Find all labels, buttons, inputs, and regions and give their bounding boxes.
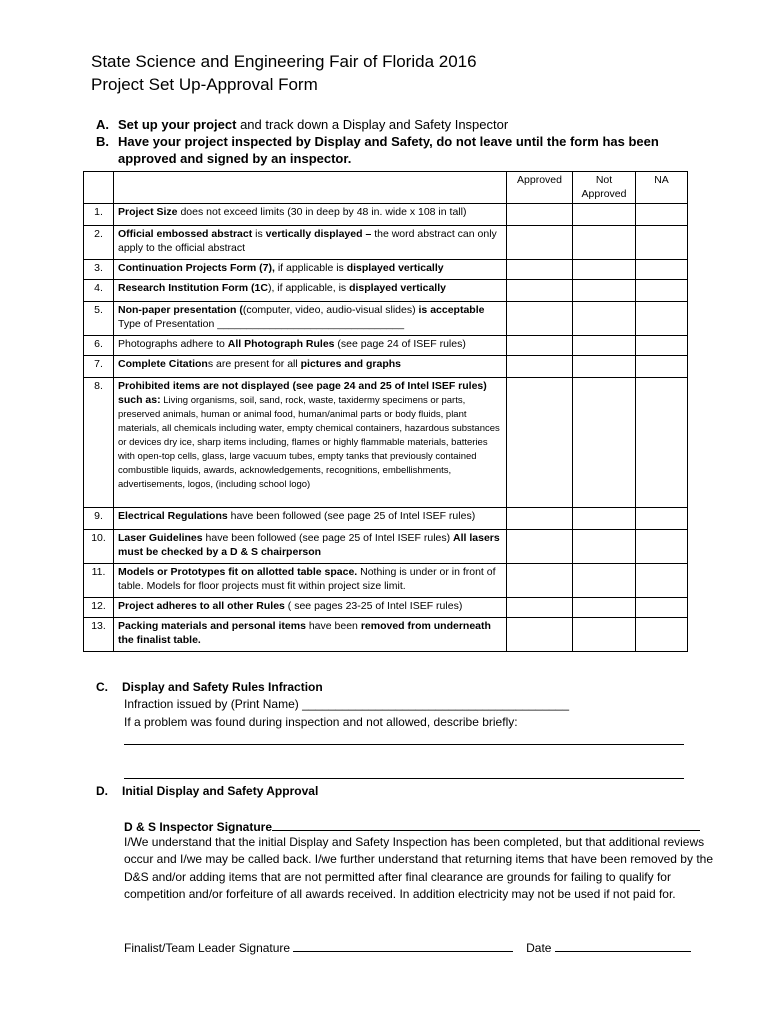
na-checkbox-cell[interactable] [636,378,688,508]
row-text-segment: displayed vertically [349,282,446,294]
table-row [84,564,688,598]
section-title: Initial Display and Safety Approval [122,784,319,798]
row-text-segment: does not exceed limits (30 in deep by 48 in. wide x 108 in tall) [177,206,467,218]
row-text-segment: Electrical Regulations [118,510,228,522]
describe-line-2[interactable] [124,778,684,779]
section-c-heading [96,679,323,695]
row-number: 10. [84,530,114,564]
row-text-segment: Official embossed abstract [118,228,253,240]
date-label: Date [526,941,552,955]
infraction-issued-by: Infraction issued by (Print Name) ________________________________________ [124,697,570,711]
not-approved-checkbox-cell[interactable] [573,530,636,564]
row-number: 9. [84,508,114,530]
describe-line-1[interactable] [124,744,684,745]
row-text-segment: Models or Prototypes fit on allotted table space. [118,566,358,578]
step-bold-text: Set up your project [118,117,237,132]
not-approved-checkbox-cell[interactable] [573,204,636,226]
approved-checkbox-cell[interactable] [507,356,573,378]
row-description [114,378,507,508]
not-approved-checkbox-cell[interactable] [573,598,636,618]
na-checkbox-cell[interactable] [636,598,688,618]
row-text-segment: have been followed (see page 25 of Intel ISEF rules) [227,510,476,522]
na-checkbox-cell[interactable] [636,356,688,378]
row-number: 7. [84,356,114,378]
section-letter: C. [96,680,108,694]
na-checkbox-cell[interactable] [636,204,688,226]
not-approved-checkbox-cell[interactable] [573,302,636,336]
describe-problem-label: If a problem was found during inspection and not allowed, describe briefly: [124,715,518,729]
acknowledgement-paragraph: I/We understand that the initial Display and Safety Inspection has been completed, but that additional reviews occur and I/we may be called back. I/we further understand that returning items that have been removed by the D&S and/or adding items that are not permitted after final clearance are grounds for failing to qualify for competition and/or forfeiture of all awards received. In addition electricity may not be used if not paid for. [124,835,713,902]
row-description [114,302,507,336]
row-description [114,204,507,226]
row-description [114,598,507,618]
not-approved-checkbox-cell[interactable] [573,564,636,598]
na-checkbox-cell[interactable] [636,508,688,530]
row-description [114,356,507,378]
instruction-steps [96,116,696,167]
row-text-segment: pictures and graphs [300,358,401,370]
not-approved-checkbox-cell[interactable] [573,378,636,508]
row-number: 3. [84,260,114,280]
row-description [114,260,507,280]
row-text-segment: Non-paper presentation ( [118,304,243,316]
approved-checkbox-cell[interactable] [507,618,573,652]
header-item-cell [114,172,507,204]
approved-checkbox-cell[interactable] [507,226,573,260]
table-row [84,508,688,530]
table-row [84,204,688,226]
row-text-segment: Project Size [118,206,178,218]
na-checkbox-cell[interactable] [636,302,688,336]
step-letter: A. [96,117,109,132]
date-field[interactable] [555,939,691,952]
not-approved-checkbox-cell[interactable] [573,226,636,260]
step-b [96,133,696,167]
approved-checkbox-cell[interactable] [507,598,573,618]
row-number: 13. [84,618,114,652]
not-approved-checkbox-cell[interactable] [573,260,636,280]
row-text-segment: vertically displayed – [265,228,372,240]
row-text-segment: Complete Citation [118,358,208,370]
section-letter: D. [96,784,108,798]
row-number: 2. [84,226,114,260]
not-approved-checkbox-cell[interactable] [573,280,636,302]
section-title: Display and Safety Rules Infraction [122,680,323,694]
table-row [84,280,688,302]
table-row [84,618,688,652]
row-text-segment: have been followed (see page 25 of Intel ISEF rules) [202,532,454,544]
row-text-segment: have been [305,620,361,632]
table-row [84,598,688,618]
row-number: 4. [84,280,114,302]
not-approved-checkbox-cell[interactable] [573,336,636,356]
approved-checkbox-cell[interactable] [507,508,573,530]
table-row [84,302,688,336]
row-text-segment: Laser Guidelines [118,532,203,544]
row-description [114,530,507,564]
step-bold-text: Have your project inspected by Display and Safety, do not leave until the form has been approved and signed by an inspector. [118,134,659,166]
na-checkbox-cell[interactable] [636,564,688,598]
row-description [114,280,507,302]
table-row [84,530,688,564]
header-approved: Approved [507,172,573,204]
row-text-segment: All lasers must be checked by a D & S chairperson [118,532,500,558]
row-text-segment: ( see pages 23-25 of Intel ISEF rules) [284,600,463,612]
row-text-segment: ), if applicable, is [267,282,350,294]
row-text-segment: displayed vertically [346,262,444,274]
approved-checkbox-cell[interactable] [507,530,573,564]
finalist-signature-row [124,939,724,957]
not-approved-checkbox-cell[interactable] [573,508,636,530]
row-text-segment: (see page 24 of ISEF rules) [334,338,466,350]
inspector-signature-label: D & S Inspector Signature [124,820,273,834]
header-num-cell [84,172,114,204]
row-text-segment: is acceptable [418,304,485,316]
approved-checkbox-cell[interactable] [507,336,573,356]
row-description [114,564,507,598]
row-description [114,618,507,652]
na-checkbox-cell[interactable] [636,618,688,652]
table-row [84,226,688,260]
row-number: 8. [84,378,114,508]
approved-checkbox-cell[interactable] [507,378,573,508]
approved-checkbox-cell[interactable] [507,564,573,598]
table-header-row [84,172,688,204]
finalist-signature-label: Finalist/Team Leader Signature [124,941,291,955]
approved-checkbox-cell[interactable] [507,302,573,336]
row-number: 12. [84,598,114,618]
header-not-approved: Not Approved [573,172,636,204]
table-row [84,378,688,508]
row-description [114,226,507,260]
step-a [96,116,696,133]
row-number: 11. [84,564,114,598]
row-text-segment: s are present for all [207,358,301,370]
row-text-segment: Research Institution Form (1C [118,282,268,294]
table-row [84,260,688,280]
form-title-line-1: State Science and Engineering Fair of Florida 2016 [91,52,477,71]
na-checkbox-cell[interactable] [636,280,688,302]
row-number: 5. [84,302,114,336]
row-text-segment: Prohibited items are not displayed (see page 24 and 25 of Intel ISEF rules) such as: [118,380,487,406]
na-checkbox-cell[interactable] [636,530,688,564]
row-number: 6. [84,336,114,356]
row-number: 1. [84,204,114,226]
row-description [114,336,507,356]
row-text-segment: Continuation Projects Form (7), [118,262,275,274]
not-approved-checkbox-cell[interactable] [573,618,636,652]
approved-checkbox-cell[interactable] [507,260,573,280]
table-row [84,336,688,356]
approved-checkbox-cell[interactable] [507,204,573,226]
step-letter: B. [96,134,109,149]
row-text-segment: the word abstract can only apply to the official abstract [118,228,497,254]
row-text-segment: Type of Presentation ________________________________ [118,318,405,330]
row-text-segment: Packing materials and personal items [118,620,306,632]
na-checkbox-cell[interactable] [636,336,688,356]
table-row [84,356,688,378]
inspector-signature-field[interactable] [272,818,700,831]
row-description [114,508,507,530]
row-text-segment: if applicable is [274,262,347,274]
row-text-segment: Living organisms, soil, sand, rock, waste, taxidermy specimens or parts, preserved animals, human or animal food, human/animal parts or body fluids, plant materials, all chemicals including water, empty chemical containers, hazardous substances or devices dry ice, sharp items including, flames or highly flammable materials, batteries with open-top cells, glass, large vacuum tubes, empty tanks that previously contained combustible liquids, awards, acknowledgements, recognitions, embellishments, advertisements, logos, (including school logo) [118,395,500,490]
finalist-signature-field[interactable] [293,939,513,952]
row-text-segment: All Photograph Rules [227,338,335,350]
na-checkbox-cell[interactable] [636,260,688,280]
row-text-segment: Photographs adhere to [118,338,228,350]
row-text-segment: is [252,228,266,240]
approved-checkbox-cell[interactable] [507,280,573,302]
not-approved-checkbox-cell[interactable] [573,356,636,378]
row-text-segment: removed from underneath the finalist table. [118,620,491,646]
section-d-heading [96,783,318,799]
form-title-line-2: Project Set Up-Approval Form [91,75,318,94]
header-na: NA [636,172,688,204]
row-text-segment: Project adheres to all other Rules [118,600,285,612]
row-text-segment: Nothing is under or in front of table. Models for floor projects must fit within project size limit. [118,566,496,592]
na-checkbox-cell[interactable] [636,226,688,260]
step-text: and track down a Display and Safety Inspector [236,117,509,132]
approval-checklist-table [83,171,688,652]
row-text-segment: (computer, video, audio-visual slides) [242,304,419,316]
